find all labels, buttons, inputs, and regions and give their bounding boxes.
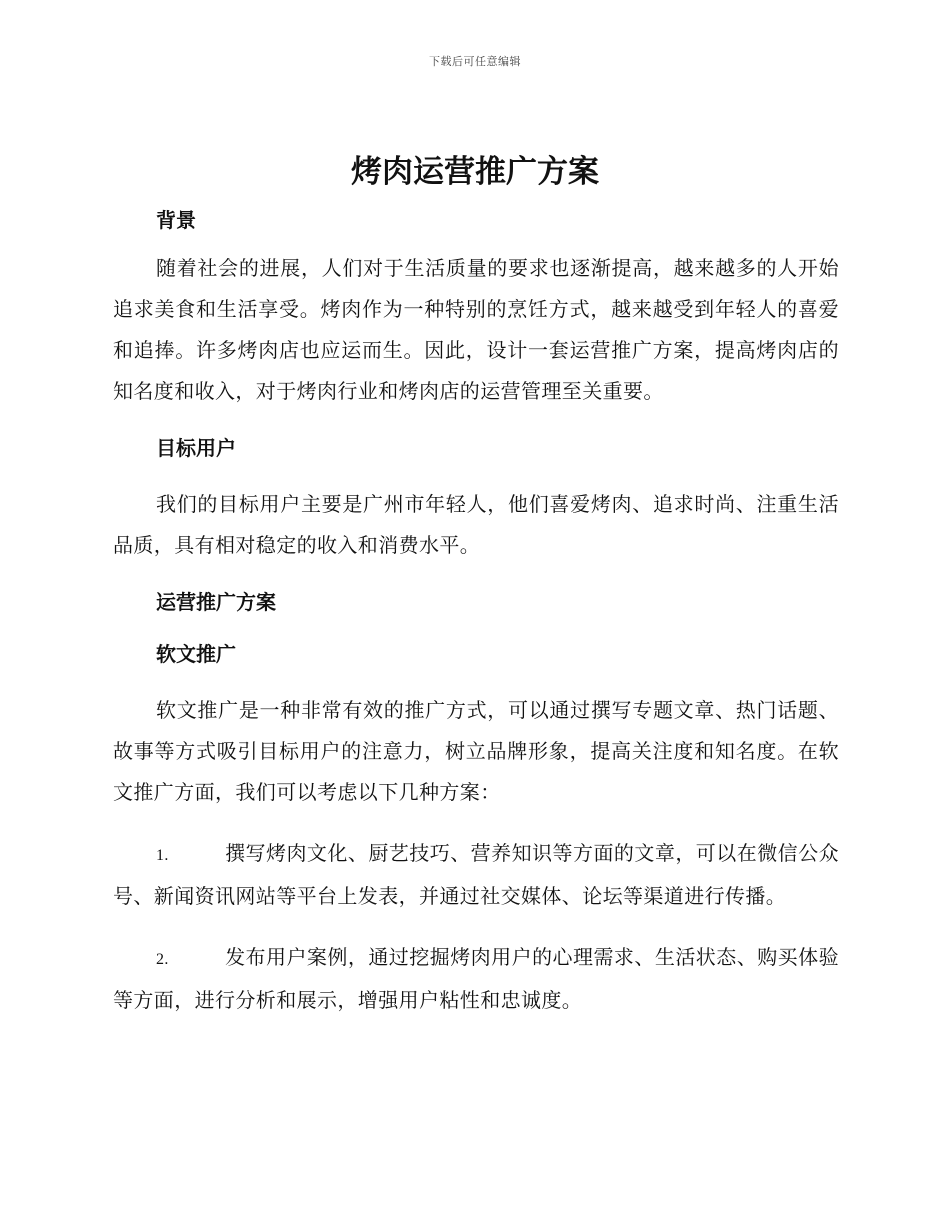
- list-item-number: 2.: [156, 951, 169, 968]
- paragraph-soft-article: 软文推广是一种非常有效的推广方式，可以通过撰写专题文章、热门话题、故事等方式吸引目标用户的注意力，树立品牌形象，提高关注度和知名度。在软文推广方面，我们可以考虑以下几种方案：: [113, 698, 839, 804]
- list-item: [113, 937, 839, 1021]
- page-header-note: 下载后可任意编辑: [429, 55, 521, 68]
- heading-plan: 运营推广方案: [156, 590, 276, 614]
- list-item-text: 发布用户案例，通过挖掘烤肉用户的心理需求、生活状态、购买体验等方面，进行分析和展示，增强用户粘性和忠诚度。: [113, 945, 839, 1012]
- document-body: [113, 204, 839, 1021]
- list-item: [113, 833, 839, 917]
- heading-target-users: 目标用户: [156, 436, 236, 460]
- heading-background: 背景: [156, 208, 196, 232]
- paragraph-background: 随着社会的进展，人们对于生活质量的要求也逐渐提高，越来越多的人开始追求美食和生活享受。烤肉作为一种特别的烹饪方式，越来越受到年轻人的喜爱和追捧。许多烤肉店也应运而生。因此，设计一套运营推广方案，提高烤肉店的知名度和收入，对于烤肉行业和烤肉店的运营管理至关重要。: [113, 256, 839, 403]
- paragraph-target-users: 我们的目标用户主要是广州市年轻人，他们喜爱烤肉、追求时尚、注重生活品质，具有相对稳定的收入和消费水平。: [113, 492, 839, 557]
- list-item-text: 撰写烤肉文化、厨艺技巧、营养知识等方面的文章，可以在微信公众号、新闻资讯网站等平台上发表，并通过社交媒体、论坛等渠道进行传播。: [113, 841, 839, 908]
- heading-soft-article: 软文推广: [156, 642, 236, 666]
- list-item-number: 1.: [156, 847, 169, 864]
- document-title: 烤肉运营推广方案: [351, 154, 599, 190]
